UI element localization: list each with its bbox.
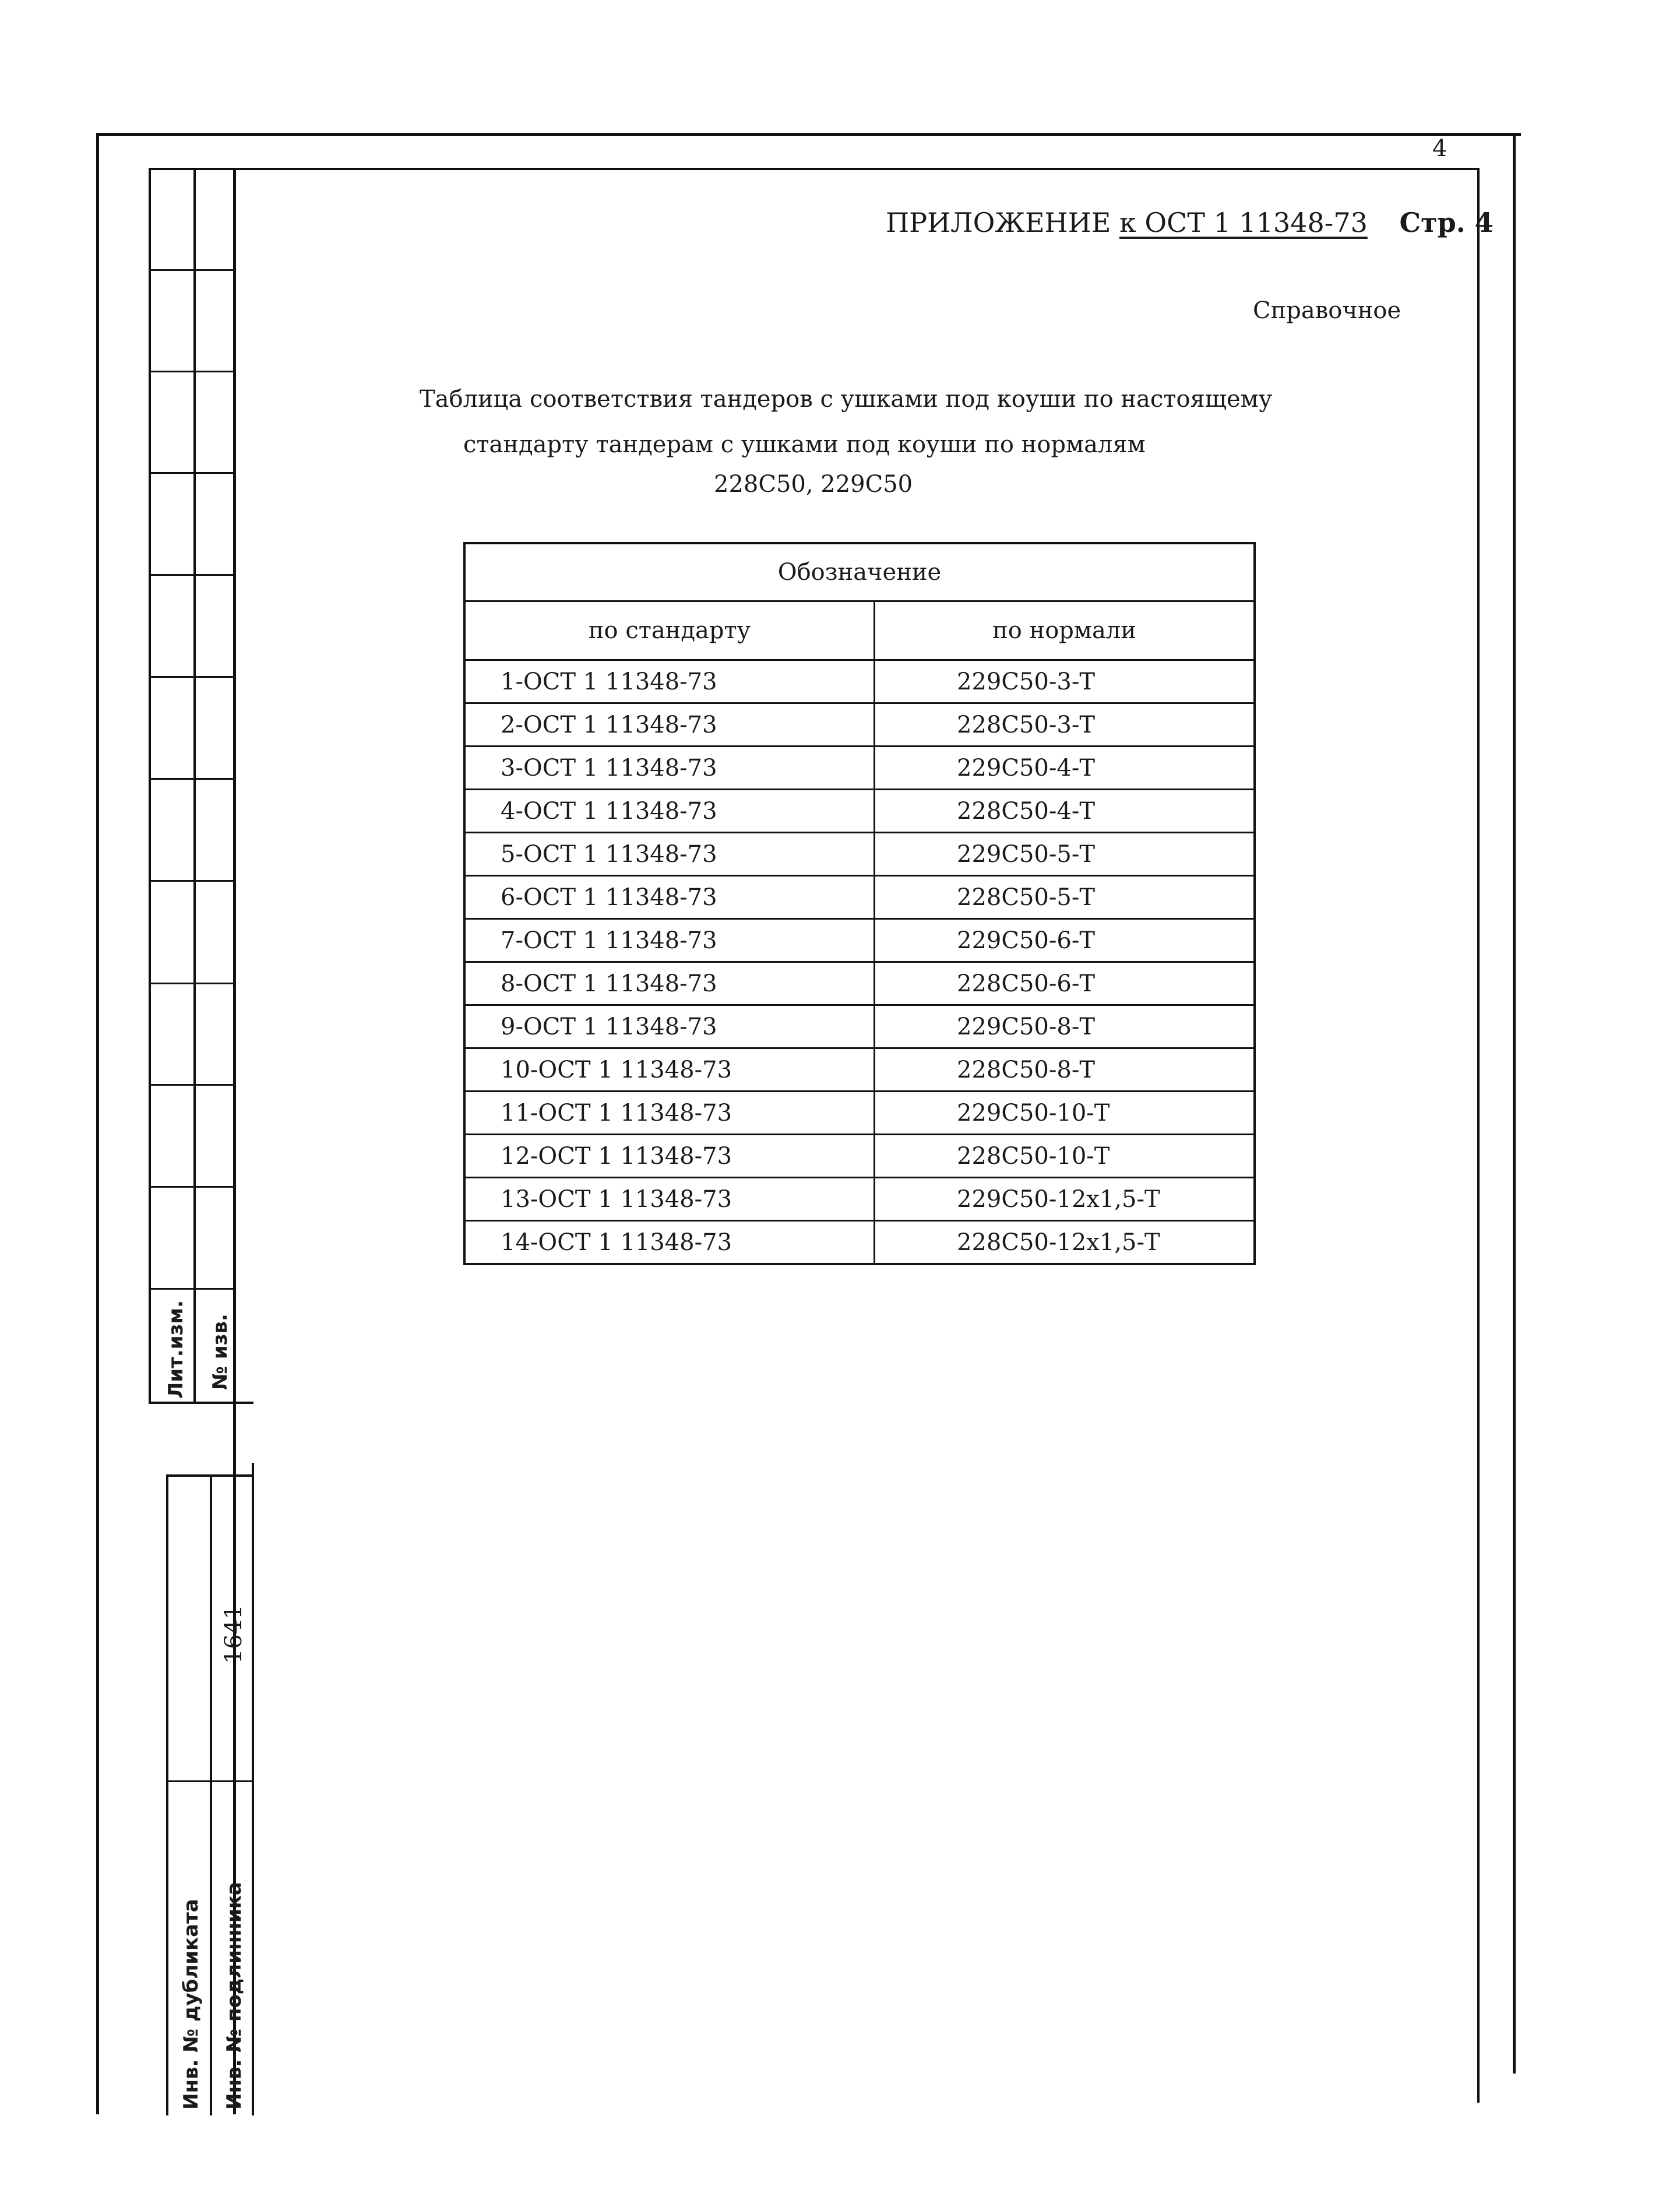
stamp-grid-line (149, 983, 233, 984)
inv-original-number: 1641 (220, 1604, 247, 1664)
table-row (464, 660, 1255, 703)
frame-inner-top-border (149, 168, 1479, 170)
table-row (464, 962, 1255, 1005)
stamp-lower-middle (210, 1474, 212, 2115)
table-row (464, 1005, 1255, 1048)
table-row (464, 1221, 1255, 1265)
stamp-grid-line (149, 880, 233, 882)
table-group-header: Обозначение (464, 543, 1255, 601)
cell-standard: 10-ОСТ 1 11348-73 (464, 1048, 875, 1092)
correspondence-table (463, 542, 1256, 1265)
cell-standard: 13-ОСТ 1 11348-73 (464, 1178, 875, 1221)
stamp-grid-line (149, 472, 233, 474)
stamp-grid-line (149, 1288, 233, 1290)
cell-normal: 229С50-6-Т (875, 919, 1255, 962)
cell-standard: 14-ОСТ 1 11348-73 (464, 1221, 875, 1265)
stamp-izv-no: № изв. (209, 1314, 232, 1390)
table-row (464, 1048, 1255, 1092)
cell-standard: 1-ОСТ 1 11348-73 (464, 660, 875, 703)
stamp-inv-duplicate: Инв. № дубликата (179, 1899, 203, 2110)
stamp-grid-line (149, 371, 233, 372)
header-page-label: Стр. 4 (1399, 207, 1494, 238)
stamp-strip-right (233, 168, 236, 2114)
table-title-line-2: стандарту тандерам с ушками под коуши по нормалям (463, 431, 1146, 458)
table-row (464, 790, 1255, 833)
table-row (464, 919, 1255, 962)
header-standard-ref: к ОСТ 1 11348-73 (1119, 207, 1368, 238)
stamp-grid-line (149, 778, 233, 780)
document-kind: Справочное (1253, 297, 1401, 324)
cell-standard: 9-ОСТ 1 11348-73 (464, 1005, 875, 1048)
cell-standard: 6-ОСТ 1 11348-73 (464, 876, 875, 919)
cell-normal: 228С50-12х1,5-Т (875, 1221, 1255, 1265)
table-row (464, 833, 1255, 876)
cell-standard: 12-ОСТ 1 11348-73 (464, 1135, 875, 1178)
cell-standard: 2-ОСТ 1 11348-73 (464, 703, 875, 747)
cell-standard: 3-ОСТ 1 11348-73 (464, 747, 875, 790)
cell-standard: 7-ОСТ 1 11348-73 (464, 919, 875, 962)
cell-standard: 8-ОСТ 1 11348-73 (464, 962, 875, 1005)
document-header (886, 207, 1494, 238)
cell-normal: 229С50-8-Т (875, 1005, 1255, 1048)
table-row (464, 747, 1255, 790)
cell-standard: 5-ОСТ 1 11348-73 (464, 833, 875, 876)
table-title-line-1: Таблица соответствия тандеров с ушками под коуши по настоящему (420, 386, 1273, 413)
cell-normal: 228С50-4-Т (875, 790, 1255, 833)
page-number: 4 (1432, 135, 1447, 162)
stamp-strip-left (149, 168, 151, 1403)
stamp-grid-line (149, 1186, 233, 1188)
cell-normal: 229С50-5-Т (875, 833, 1255, 876)
frame-left-border (96, 133, 99, 2114)
column-header-standard: по стандарту (464, 601, 875, 660)
cell-normal: 228С50-8-Т (875, 1048, 1255, 1092)
stamp-grid-line (149, 1402, 253, 1404)
cell-normal: 228С50-6-Т (875, 962, 1255, 1005)
frame-top-border (96, 133, 1521, 136)
cell-normal: 228С50-10-Т (875, 1135, 1255, 1178)
stamp-inv-original: Инв. № подлинника (223, 1882, 246, 2110)
cell-normal: 229С50-4-Т (875, 747, 1255, 790)
cell-standard: 4-ОСТ 1 11348-73 (464, 790, 875, 833)
table-row (464, 1178, 1255, 1221)
table-row (464, 1135, 1255, 1178)
stamp-strip-middle (193, 168, 196, 1403)
stamp-lower-right (252, 1463, 254, 2115)
cell-normal: 229С50-10-Т (875, 1092, 1255, 1135)
table-title-line-3: 228С50, 229С50 (714, 471, 913, 498)
cell-normal: 228С50-3-Т (875, 703, 1255, 747)
column-header-normal: по нормали (875, 601, 1255, 660)
table-row (464, 876, 1255, 919)
stamp-grid-line (149, 269, 233, 271)
stamp-grid-line (149, 1084, 233, 1086)
table-row (464, 703, 1255, 747)
frame-right-border (1513, 133, 1516, 2074)
stamp-grid-line (149, 676, 233, 678)
stamp-lit-izm: Лит.изм. (164, 1300, 188, 1399)
stamp-grid-line (166, 1780, 253, 1782)
cell-standard: 11-ОСТ 1 11348-73 (464, 1092, 875, 1135)
table-row (464, 1092, 1255, 1135)
stamp-lower-left (166, 1474, 168, 2115)
frame-right-inner-border (1477, 168, 1480, 2103)
cell-normal: 229С50-3-Т (875, 660, 1255, 703)
header-prefix: ПРИЛОЖЕНИЕ (886, 207, 1111, 238)
stamp-grid-line (149, 574, 233, 576)
cell-normal: 229С50-12х1,5-Т (875, 1178, 1255, 1221)
cell-normal: 228С50-5-Т (875, 876, 1255, 919)
